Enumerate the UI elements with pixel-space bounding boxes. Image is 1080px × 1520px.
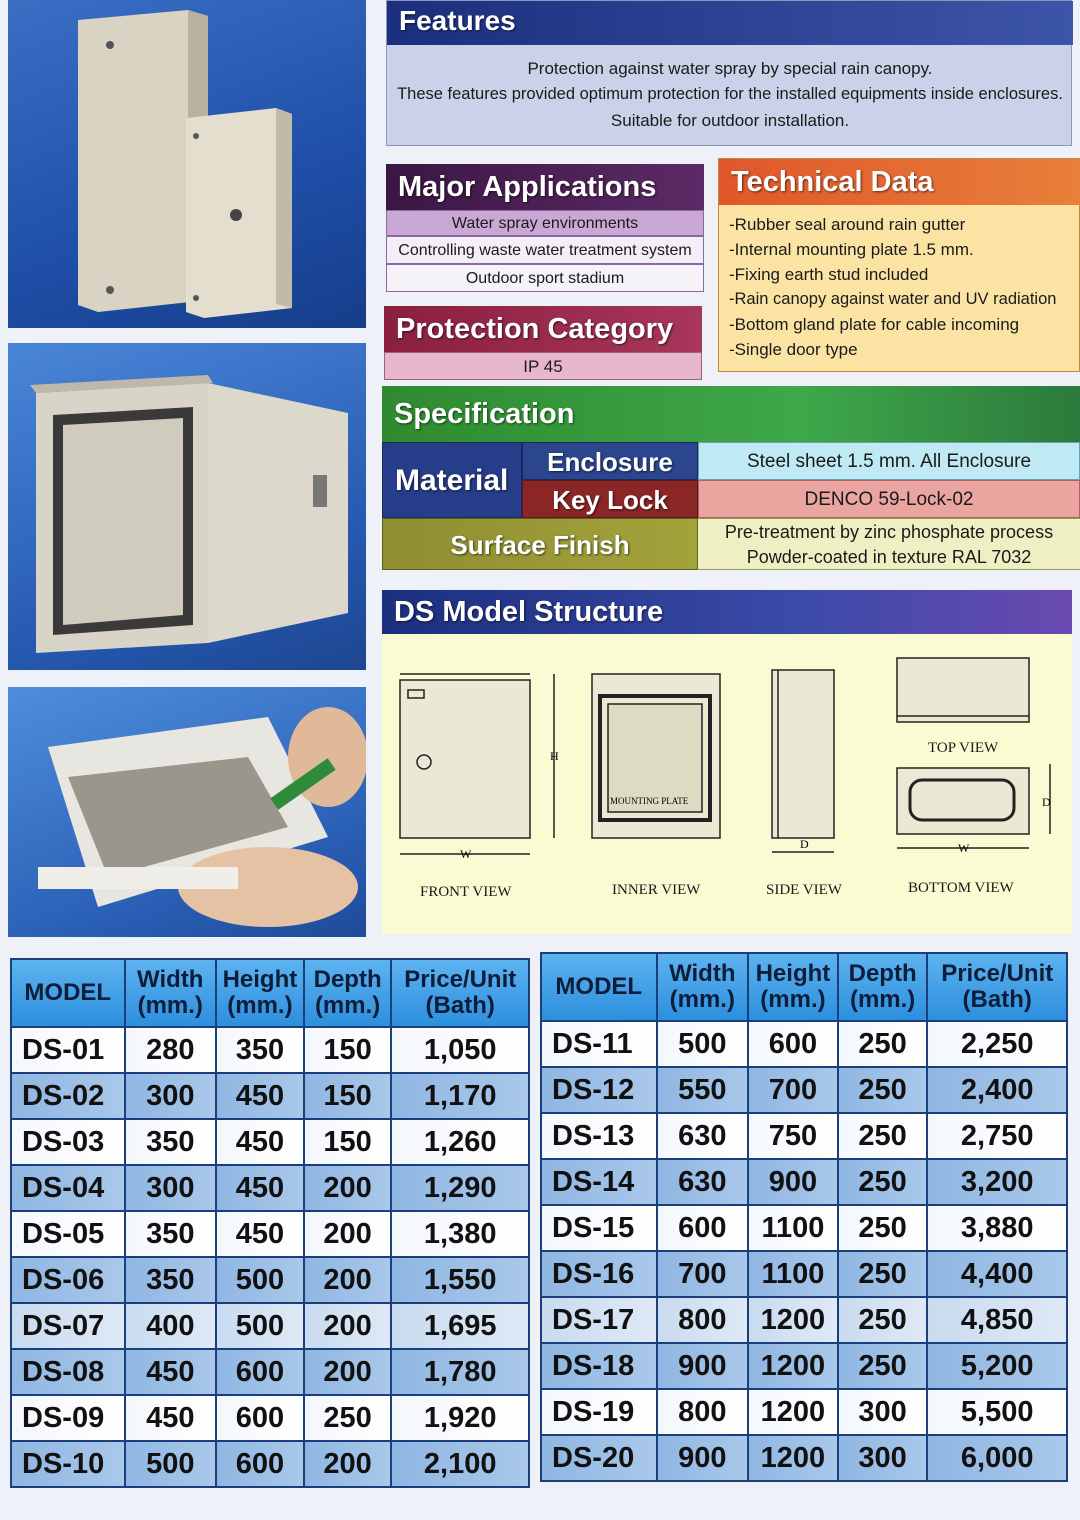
model-cell: DS-07 [11, 1303, 125, 1349]
technical-item-4: -Rain canopy against water and UV radiation [729, 290, 1057, 308]
features-section [386, 0, 1072, 146]
price-cell: 2,400 [927, 1067, 1067, 1113]
specification-section [382, 386, 1080, 570]
application-item-1: Water spray environments [386, 210, 704, 236]
col-height [216, 959, 304, 1027]
bottom-view-dim-w: W [958, 841, 970, 855]
table-row [11, 1165, 529, 1211]
depth-cell: 250 [838, 1021, 928, 1067]
table-row [541, 1067, 1067, 1113]
height-cell: 350 [216, 1027, 304, 1073]
enclosure-label: Enclosure [522, 442, 698, 480]
model-cell: DS-08 [11, 1349, 125, 1395]
width-cell: 500 [657, 1021, 749, 1067]
table-row [541, 1343, 1067, 1389]
price-cell: 1,780 [391, 1349, 529, 1395]
depth-cell: 200 [304, 1211, 392, 1257]
side-view-dim-d: D [800, 837, 809, 851]
side-view-drawing [772, 670, 834, 852]
gland-plate-photo [8, 687, 366, 937]
height-cell: 750 [748, 1113, 838, 1159]
model-cell: DS-17 [541, 1297, 657, 1343]
price-cell: 2,250 [927, 1021, 1067, 1067]
width-cell: 400 [125, 1303, 217, 1349]
enclosure-pair-illustration [8, 0, 366, 328]
price-cell: 5,200 [927, 1343, 1067, 1389]
applications-section [386, 164, 704, 294]
price-cell: 1,380 [391, 1211, 529, 1257]
width-cell: 350 [125, 1211, 217, 1257]
application-item-3: Outdoor sport stadium [386, 264, 704, 292]
mounting-plate-label: MOUNTING PLATE [610, 796, 689, 806]
col-width-label: Width [669, 960, 736, 987]
col-depth-label: Depth [848, 960, 917, 987]
col-model: MODEL [11, 959, 125, 1027]
depth-cell: 150 [304, 1027, 392, 1073]
width-cell: 450 [125, 1395, 217, 1441]
col-width-unit: (mm.) [137, 992, 203, 1019]
table-row [541, 1021, 1067, 1067]
price-cell: 5,500 [927, 1389, 1067, 1435]
technical-title: Technical Data [719, 159, 1080, 205]
gland-plate-illustration [8, 687, 366, 937]
col-price-unit: (Bath) [425, 992, 495, 1019]
material-label: Material [382, 442, 522, 518]
price-table-right [540, 952, 1068, 1482]
table-row [541, 1389, 1067, 1435]
keylock-value: DENCO 59-Lock-02 [698, 480, 1080, 518]
width-cell: 500 [125, 1441, 217, 1487]
depth-cell: 250 [838, 1251, 928, 1297]
top-view-label: TOP VIEW [928, 740, 999, 756]
col-price-label: Price/Unit [404, 966, 517, 993]
height-cell: 500 [216, 1257, 304, 1303]
depth-cell: 200 [304, 1441, 392, 1487]
model-cell: DS-20 [541, 1435, 657, 1481]
height-cell: 600 [216, 1441, 304, 1487]
model-cell: DS-04 [11, 1165, 125, 1211]
height-cell: 500 [216, 1303, 304, 1349]
technical-item-2: -Internal mounting plate 1.5 mm. [729, 240, 974, 259]
price-cell: 1,260 [391, 1119, 529, 1165]
technical-item-6: -Single door type [729, 340, 858, 359]
height-cell: 1200 [748, 1297, 838, 1343]
width-cell: 350 [125, 1257, 217, 1303]
depth-cell: 200 [304, 1349, 392, 1395]
width-cell: 600 [657, 1205, 749, 1251]
depth-cell: 250 [838, 1067, 928, 1113]
price-cell: 4,850 [927, 1297, 1067, 1343]
front-view-dim-h: H [550, 749, 559, 763]
front-view-dim-w: W [460, 847, 472, 861]
bottom-view-label: BOTTOM VIEW [908, 880, 1014, 896]
bottom-view-drawing [897, 764, 1050, 848]
width-cell: 280 [125, 1027, 217, 1073]
model-cell: DS-05 [11, 1211, 125, 1257]
height-cell: 600 [216, 1395, 304, 1441]
protection-section [384, 306, 702, 380]
price-cell: 1,695 [391, 1303, 529, 1349]
model-cell: DS-12 [541, 1067, 657, 1113]
height-cell: 450 [216, 1119, 304, 1165]
technical-item-5: -Bottom gland plate for cable incoming [729, 315, 1020, 334]
top-view-drawing [897, 658, 1029, 722]
col-width [657, 953, 749, 1021]
specification-title: Specification [382, 386, 1080, 442]
table-row [11, 1119, 529, 1165]
height-cell: 450 [216, 1165, 304, 1211]
model-cell: DS-03 [11, 1119, 125, 1165]
inner-view-label: INNER VIEW [612, 882, 701, 898]
bottom-view-dim-d: D [1042, 795, 1051, 809]
col-depth-unit: (mm.) [849, 986, 916, 1013]
surface-value-1: Pre-treatment by zinc phosphate process [698, 518, 1080, 544]
col-height-unit: (mm.) [760, 986, 826, 1013]
model-cell: DS-09 [11, 1395, 125, 1441]
price-cell: 6,000 [927, 1435, 1067, 1481]
depth-cell: 250 [838, 1343, 928, 1389]
features-line-1: Protection against water spray by special rain canopy. [527, 59, 933, 78]
technical-item-1: -Rubber seal around rain gutter [729, 215, 966, 234]
height-cell: 1200 [748, 1435, 838, 1481]
col-height-label: Height [222, 966, 298, 993]
depth-cell: 150 [304, 1073, 392, 1119]
col-model: MODEL [541, 953, 657, 1021]
features-line-3: Suitable for outdoor installation. [610, 111, 850, 130]
col-price [927, 953, 1067, 1021]
front-view-drawing [400, 674, 554, 854]
price-cell: 4,400 [927, 1251, 1067, 1297]
model-cell: DS-18 [541, 1343, 657, 1389]
price-cell: 1,170 [391, 1073, 529, 1119]
table-row [11, 1441, 529, 1487]
col-height-label: Height [755, 960, 831, 987]
table-row [541, 1113, 1067, 1159]
depth-cell: 200 [304, 1257, 392, 1303]
enclosure-value: Steel sheet 1.5 mm. All Enclosure [698, 442, 1080, 480]
enclosure-photo-pair [8, 0, 366, 328]
depth-cell: 300 [838, 1389, 928, 1435]
table-row [541, 1159, 1067, 1205]
model-cell: DS-14 [541, 1159, 657, 1205]
col-price-unit: (Bath) [962, 986, 1032, 1013]
col-depth [838, 953, 928, 1021]
model-cell: DS-10 [11, 1441, 125, 1487]
width-cell: 630 [657, 1159, 749, 1205]
inner-view-drawing [592, 674, 720, 838]
width-cell: 300 [125, 1165, 217, 1211]
depth-cell: 200 [304, 1165, 392, 1211]
model-cell: DS-11 [541, 1021, 657, 1067]
technical-section [718, 158, 1080, 372]
table-row [11, 1303, 529, 1349]
depth-cell: 250 [838, 1297, 928, 1343]
width-cell: 700 [657, 1251, 749, 1297]
model-cell: DS-13 [541, 1113, 657, 1159]
height-cell: 450 [216, 1211, 304, 1257]
model-cell: DS-06 [11, 1257, 125, 1303]
depth-cell: 250 [304, 1395, 392, 1441]
price-cell: 1,920 [391, 1395, 529, 1441]
structure-title: DS Model Structure [382, 590, 1072, 634]
height-cell: 1200 [748, 1389, 838, 1435]
structure-section [382, 590, 1072, 934]
price-cell: 3,200 [927, 1159, 1067, 1205]
height-cell: 900 [748, 1159, 838, 1205]
width-cell: 800 [657, 1297, 749, 1343]
width-cell: 450 [125, 1349, 217, 1395]
table-row [11, 1027, 529, 1073]
table-row [11, 1349, 529, 1395]
width-cell: 800 [657, 1389, 749, 1435]
table-row [11, 1211, 529, 1257]
table-row [11, 1257, 529, 1303]
col-height-unit: (mm.) [227, 992, 293, 1019]
height-cell: 600 [748, 1021, 838, 1067]
table-row [541, 1435, 1067, 1481]
open-enclosure-illustration [8, 343, 366, 670]
col-width-label: Width [137, 966, 204, 993]
model-cell: DS-16 [541, 1251, 657, 1297]
table-row [541, 1251, 1067, 1297]
table-row [11, 1073, 529, 1119]
depth-cell: 250 [838, 1205, 928, 1251]
surface-label: Surface Finish [382, 518, 698, 570]
height-cell: 600 [216, 1349, 304, 1395]
col-depth [304, 959, 392, 1027]
applications-title: Major Applications [386, 164, 704, 210]
protection-title: Protection Category [384, 306, 702, 352]
table-row [11, 1395, 529, 1441]
width-cell: 300 [125, 1073, 217, 1119]
surface-value-2: Powder-coated in texture RAL 7032 [698, 544, 1080, 570]
depth-cell: 250 [838, 1159, 928, 1205]
application-item-2: Controlling waste water treatment system [386, 236, 704, 264]
depth-cell: 300 [838, 1435, 928, 1481]
depth-cell: 150 [304, 1119, 392, 1165]
features-title: Features [387, 1, 1073, 45]
price-cell: 1,290 [391, 1165, 529, 1211]
width-cell: 550 [657, 1067, 749, 1113]
features-line-2: These features provided optimum protection for the installed equipments inside enclosures. [397, 85, 1063, 103]
price-cell: 2,750 [927, 1113, 1067, 1159]
col-depth-unit: (mm.) [314, 992, 381, 1019]
col-height [748, 953, 838, 1021]
price-cell: 1,550 [391, 1257, 529, 1303]
height-cell: 1100 [748, 1251, 838, 1297]
col-depth-label: Depth [313, 966, 382, 993]
model-cell: DS-01 [11, 1027, 125, 1073]
width-cell: 630 [657, 1113, 749, 1159]
width-cell: 350 [125, 1119, 217, 1165]
front-view-label: FRONT VIEW [420, 884, 512, 900]
col-width-unit: (mm.) [669, 986, 735, 1013]
keylock-label: Key Lock [522, 480, 698, 518]
model-cell: DS-19 [541, 1389, 657, 1435]
technical-item-3: -Fixing earth stud included [729, 265, 929, 284]
open-enclosure-photo [8, 343, 366, 670]
depth-cell: 250 [838, 1113, 928, 1159]
price-cell: 2,100 [391, 1441, 529, 1487]
depth-cell: 200 [304, 1303, 392, 1349]
height-cell: 1100 [748, 1205, 838, 1251]
model-cell: DS-02 [11, 1073, 125, 1119]
model-cell: DS-15 [541, 1205, 657, 1251]
height-cell: 450 [216, 1073, 304, 1119]
height-cell: 700 [748, 1067, 838, 1113]
price-cell: 1,050 [391, 1027, 529, 1073]
price-cell: 3,880 [927, 1205, 1067, 1251]
price-table-left [10, 958, 530, 1488]
table-row [541, 1205, 1067, 1251]
width-cell: 900 [657, 1343, 749, 1389]
width-cell: 900 [657, 1435, 749, 1481]
col-price [391, 959, 529, 1027]
table-row [541, 1297, 1067, 1343]
side-view-label: SIDE VIEW [766, 882, 842, 898]
height-cell: 1200 [748, 1343, 838, 1389]
col-width [125, 959, 217, 1027]
col-price-label: Price/Unit [941, 960, 1054, 987]
protection-value: IP 45 [384, 352, 702, 380]
